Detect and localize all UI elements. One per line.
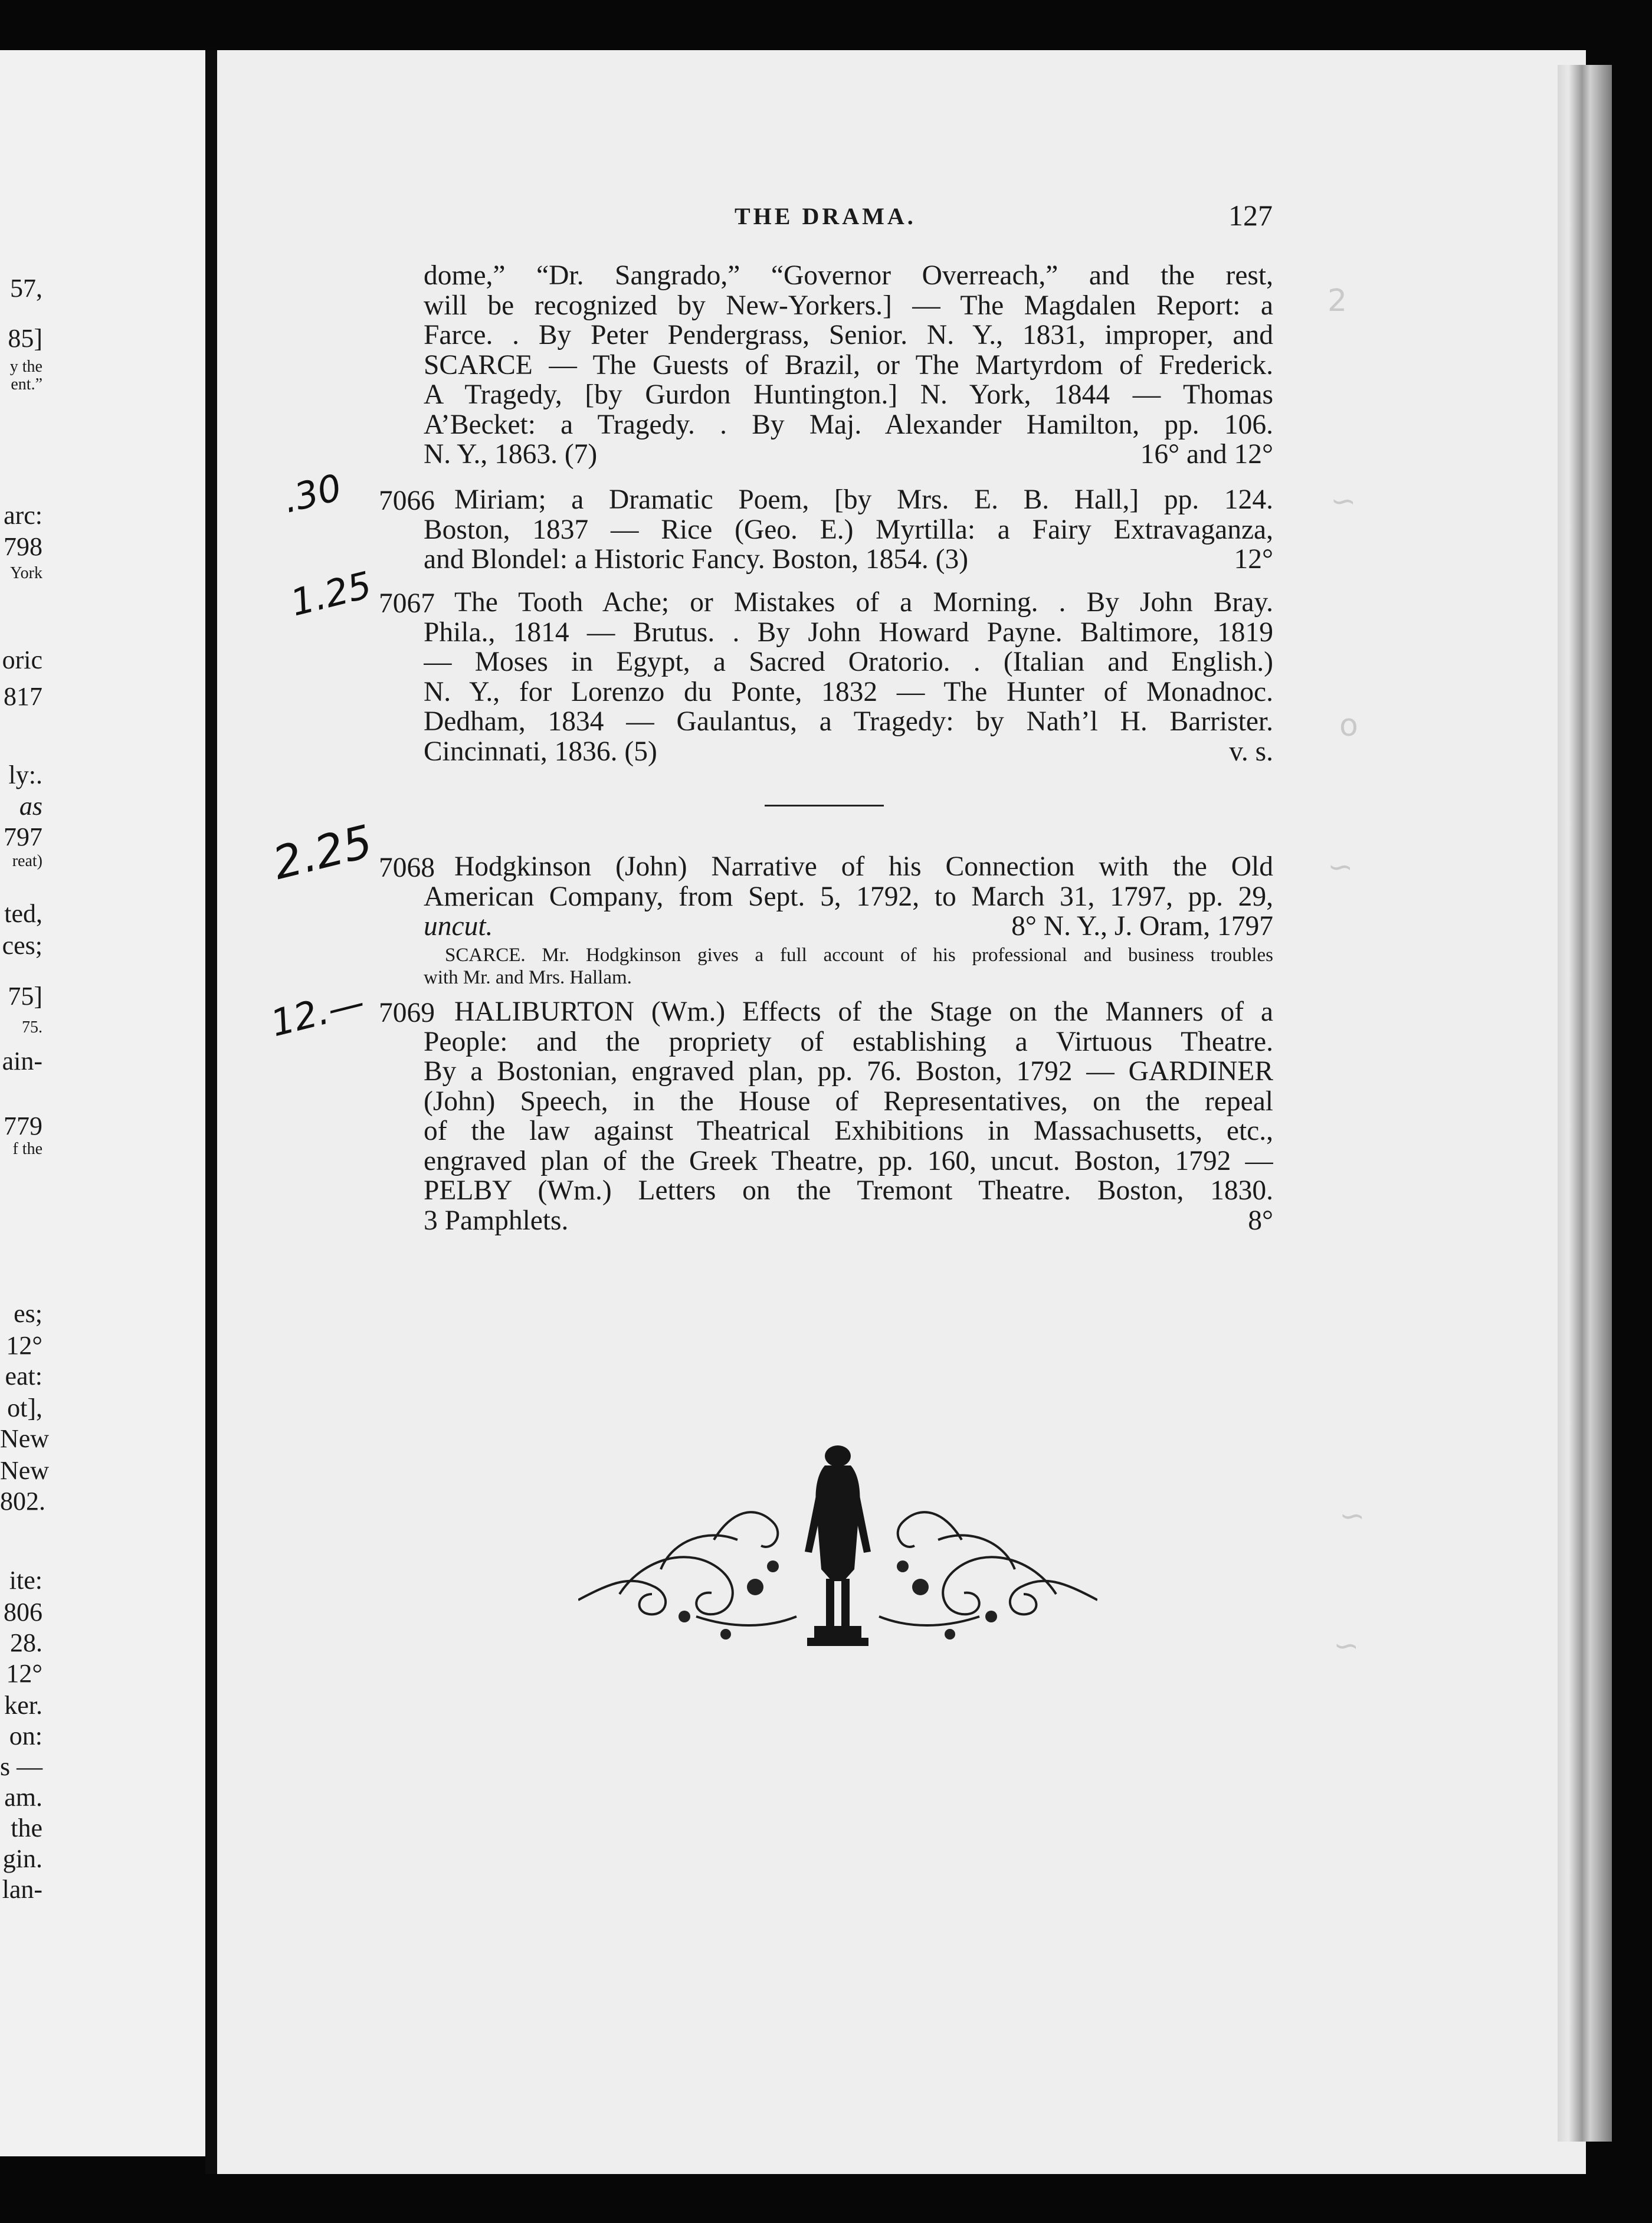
- faint-bleed-mark: ∽: [1330, 484, 1356, 519]
- left-fragment: am.: [4, 1783, 42, 1812]
- entry-format: 8°: [1248, 1205, 1273, 1236]
- left-fragment: 12°: [6, 1659, 42, 1688]
- catalog-entry-7066-cont: [424, 515, 1273, 575]
- entry-line: of the law against Theatrical Exhibitions in Massachusetts, etc.,: [424, 1116, 1273, 1146]
- left-fragment: York: [10, 564, 42, 582]
- book-gutter: [205, 50, 217, 2174]
- entry-line: — Moses in Egypt, a Sacred Oratorio. . (Italian and English.): [424, 647, 1273, 677]
- left-fragment: New: [0, 1456, 50, 1485]
- lot-number: 7067: [379, 588, 435, 619]
- entry-format: 8° N. Y., J. Oram, 1797: [1011, 911, 1273, 942]
- left-fragment: 817: [4, 682, 42, 711]
- entry-last-line: [424, 912, 1273, 942]
- lot-number: 7068: [379, 853, 435, 883]
- entry-line: Dedham, 1834 — Gaulantus, a Tragedy: by Nath’l H. Barrister.: [424, 707, 1273, 737]
- left-fragment: arc:: [4, 501, 42, 530]
- catalog-entry-7067-cont: [424, 618, 1273, 767]
- faint-bleed-mark: ∽: [1333, 1628, 1359, 1664]
- faint-bleed-mark: 2: [1328, 283, 1348, 319]
- handwritten-price: 12.—: [266, 980, 369, 1045]
- left-fragment: 797: [4, 822, 42, 851]
- left-fragment: gin.: [2, 1844, 42, 1873]
- left-fragment: 28.: [10, 1628, 42, 1657]
- left-fragment: lan-: [2, 1875, 42, 1904]
- entry-line: HALIBURTON (Wm.) Effects of the Stage on the Manners of a: [454, 997, 1273, 1027]
- lot-number: 7069: [379, 998, 435, 1028]
- left-fragment: the: [11, 1814, 42, 1842]
- entry-line: PELBY (Wm.) Letters on the Tremont Theatre. Boston, 1830.: [424, 1176, 1273, 1206]
- catalog-entry-continued: [424, 261, 1273, 470]
- entry-line: SCARCE — The Guests of Brazil, or The Martyrdom of Frederick.: [424, 350, 1273, 380]
- entry-line: and Blondel: a Historic Fancy. Boston, 1854. (3): [424, 544, 969, 575]
- page-number: 127: [1228, 199, 1273, 232]
- entry-last-line: [424, 737, 1273, 767]
- entry-line: The Tooth Ache; or Mistakes of a Morning. . By John Bray.: [454, 588, 1273, 618]
- entry-note: [424, 944, 1273, 989]
- catalog-entry-7068: [454, 852, 1273, 882]
- left-fragment: New: [0, 1424, 50, 1453]
- left-fragment: ent.”: [11, 375, 42, 394]
- catalog-entry-7069-cont: [424, 1027, 1273, 1236]
- entry-line: By a Bostonian, engraved plan, pp. 76. Boston, 1792 — GARDINER: [424, 1057, 1273, 1087]
- entry-line: (John) Speech, in the House of Representatives, on the repeal: [424, 1086, 1273, 1116]
- entry-line: A’Becket: a Tragedy. . By Maj. Alexander Hamilton, pp. 106.: [424, 409, 1273, 440]
- handwritten-price: .30: [278, 465, 346, 522]
- catalog-entry-7068-cont: [424, 882, 1273, 942]
- left-fragment: 806: [4, 1598, 42, 1627]
- entry-last-line: [424, 545, 1273, 575]
- entry-line: dome,” “Dr. Sangrado,” “Governor Overreach,” and the rest,: [424, 261, 1273, 291]
- entry-last-line: [424, 440, 1273, 470]
- entry-last-line: [424, 1206, 1273, 1236]
- lot-number: 7066: [379, 486, 435, 516]
- left-fragment: reat): [12, 852, 42, 870]
- left-fragment: f the: [12, 1140, 42, 1158]
- entry-line: People: and the propriety of establishing a Virtuous Theatre.: [424, 1027, 1273, 1057]
- left-fragment: 57,: [10, 274, 42, 303]
- entry-line: American Company, from Sept. 5, 1792, to March 31, 1797, pp. 29,: [424, 881, 1273, 912]
- entry-line: will be recognized by New-Yorkers.] — The Magdalen Report: a: [424, 290, 1273, 320]
- left-fragment: 779: [4, 1112, 42, 1140]
- left-fragment: 75]: [8, 982, 42, 1011]
- entry-format: 16° and 12°: [1140, 439, 1273, 470]
- left-page-fragment: [0, 50, 205, 2156]
- entry-line: Cincinnati, 1836. (5): [424, 736, 657, 767]
- note-line: with Mr. and Mrs. Hallam.: [424, 967, 632, 988]
- entry-line: Hodgkinson (John) Narrative of his Connection with the Old: [454, 852, 1273, 882]
- decorative-tailpiece-ornament: [578, 1440, 1097, 1664]
- entry-line: Farce. . By Peter Pendergrass, Senior. N. Y., 1831, improper, and: [424, 320, 1273, 350]
- entry-line: Boston, 1837 — Rice (Geo. E.) Myrtilla: a Fairy Extravaganza,: [424, 514, 1273, 545]
- left-fragment: eat:: [5, 1362, 42, 1391]
- left-fragment: 12°: [6, 1331, 42, 1360]
- left-fragment: 75.: [22, 1018, 42, 1037]
- left-fragment: as: [19, 792, 42, 821]
- entry-line: 3 Pamphlets.: [424, 1205, 569, 1236]
- note-line: SCARCE. Mr. Hodgkinson gives a full account of his professional and business troubles: [445, 945, 1273, 966]
- left-fragment: s —: [0, 1752, 43, 1781]
- entry-line: uncut.: [424, 911, 493, 942]
- left-fragment: ted,: [4, 899, 42, 928]
- entry-line: engraved plan of the Greek Theatre, pp. 160, uncut. Boston, 1792 —: [424, 1146, 1273, 1176]
- entry-line: N. Y., 1863. (7): [424, 439, 598, 470]
- entry-format: 12°: [1234, 544, 1273, 575]
- entry-line: A Tragedy, [by Gurdon Huntington.] N. York, 1844 — Thomas: [424, 380, 1273, 410]
- left-fragment: ker.: [4, 1691, 42, 1720]
- entry-line: Miriam; a Dramatic Poem, [by Mrs. E. B. Hall,] pp. 124.: [454, 485, 1273, 515]
- running-head: THE DRAMA.: [735, 203, 916, 229]
- faint-bleed-mark: o: [1339, 708, 1358, 743]
- left-fragment: ces;: [2, 931, 42, 960]
- catalog-entry-7069: [454, 997, 1273, 1027]
- faint-bleed-mark: ∽: [1328, 850, 1353, 885]
- faint-bleed-mark: ∽: [1339, 1499, 1365, 1534]
- left-fragment: y the: [9, 358, 42, 376]
- left-fragment: ly:.: [8, 760, 42, 789]
- left-fragment: ite:: [9, 1566, 42, 1595]
- handwritten-price: 2.25: [267, 814, 378, 890]
- left-fragment: on:: [9, 1722, 42, 1750]
- handwritten-price: 1.25: [286, 563, 376, 625]
- section-divider: [765, 805, 884, 806]
- page-edge-shadow: [1558, 65, 1612, 2142]
- left-fragment: 802.: [0, 1487, 45, 1516]
- entry-line: Phila., 1814 — Brutus. . By John Howard Payne. Baltimore, 1819: [424, 617, 1273, 647]
- left-fragment: ot],: [7, 1394, 42, 1422]
- left-fragment: es;: [14, 1299, 42, 1328]
- left-fragment: 85]: [8, 324, 42, 353]
- left-fragment: 798: [4, 532, 42, 561]
- left-fragment: oric: [2, 645, 42, 674]
- catalog-entry-7066: [454, 485, 1273, 515]
- entry-format: v. s.: [1229, 736, 1273, 767]
- catalog-entry-7067: [454, 588, 1273, 618]
- left-fragment: ain-: [2, 1047, 42, 1076]
- entry-line: N. Y., for Lorenzo du Ponte, 1832 — The Hunter of Monadnoc.: [424, 677, 1273, 707]
